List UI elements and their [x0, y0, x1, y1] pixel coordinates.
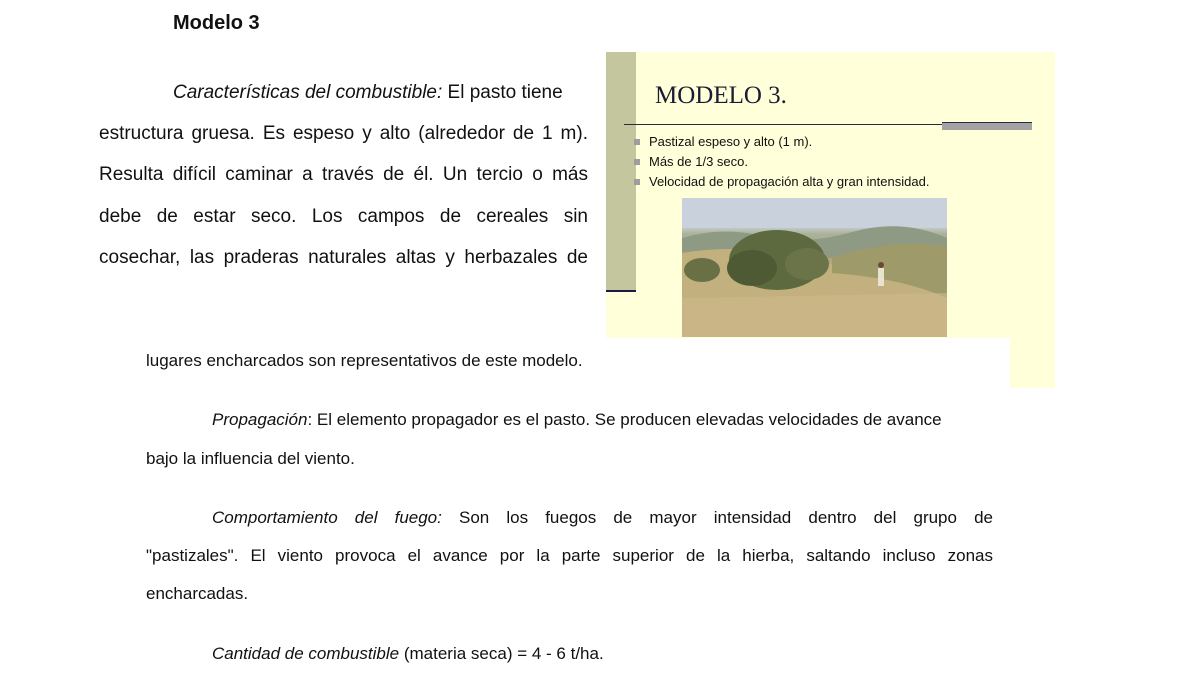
fire-behavior-line-2: "pastizales". El viento provoca el avance por la parte superior de la hierba, saltando incluso zonas: [146, 546, 993, 565]
slide-side-bar-line: [606, 290, 636, 292]
fire-behavior-line-3: encharcadas.: [146, 584, 249, 603]
paragraph-line-2: estructura gruesa. Es espeso y alto (alrededor de 1 m).: [99, 123, 588, 144]
paragraph-line-3: Resulta difícil caminar a través de él. Un tercio o más: [99, 164, 588, 185]
paragraph-line-1: Características del combustible: El pasto tiene: [173, 82, 563, 103]
paragraph-line-4: debe de estar seco. Los campos de cereales sin: [99, 206, 588, 227]
propagation-line-2: bajo la influencia del viento.: [146, 449, 355, 468]
square-bullet-icon: [634, 159, 640, 165]
slide-bullet-list: [634, 132, 929, 192]
square-bullet-icon: [634, 179, 640, 185]
fuel-characteristics-paragraph: [99, 72, 588, 282]
paragraph-line-5: cosechar, las praderas naturales altas y herbazales de: [99, 247, 588, 268]
slide-rule-accent: [942, 122, 1032, 130]
slide-bullet: Pastizal espeso y alto (1 m).: [634, 132, 929, 152]
slide-cutout: [606, 338, 1010, 388]
slide-side-bar: [606, 52, 636, 292]
slide-bullet: Más de 1/3 seco.: [634, 152, 929, 172]
grassland-photo: [682, 198, 947, 337]
section-heading: Modelo 3: [173, 12, 260, 34]
square-bullet-icon: [634, 139, 640, 145]
slide-bullet: Velocidad de propagación alta y gran intensidad.: [634, 172, 929, 192]
propagation-line-1: Propagación: El elemento propagador es el pasto. Se producen elevadas velocidades de avance: [212, 410, 942, 429]
grassland-photo-illustration: [682, 198, 947, 337]
fuel-quantity-line: Cantidad de combustible (materia seca) = 4 - 6 t/ha.: [212, 644, 604, 663]
continuation-line: lugares encharcados son representativos de este modelo.: [146, 351, 583, 370]
slide-title: MODELO 3.: [655, 82, 787, 109]
fire-behavior-line-1: Comportamiento del fuego: Son los fuegos de mayor intensidad dentro del grupo de: [212, 508, 993, 527]
